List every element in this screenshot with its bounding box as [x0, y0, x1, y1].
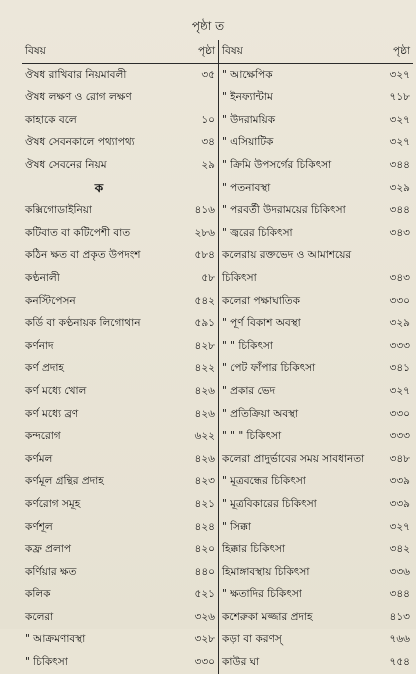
index-row [22, 425, 413, 448]
right-page-number: ৩২৯ [389, 181, 410, 194]
right-topic: " পরবর্তী উদরাময়ের চিকিৎসা [222, 204, 346, 217]
index-body [22, 63, 413, 674]
right-page-number: ৩৪৪ [389, 204, 410, 217]
left-topic: কঠিন ক্ষত বা প্রকৃত উপদংশ [25, 249, 141, 262]
left-topic: কনস্টিপেসন [25, 294, 76, 307]
left-page-number: ৩৪ [176, 131, 219, 154]
left-topic: কলেরা [25, 610, 54, 623]
index-row [22, 470, 413, 493]
left-topic: কর্ণ মধ্যে ব্রণ [25, 407, 79, 420]
right-page-number: ৩২৯ [389, 317, 410, 330]
right-page-number: ৩৩৩ [389, 430, 410, 443]
left-topic: কফ্র প্রলাপ [25, 543, 71, 556]
left-topic: কর্ডি বা কণ্ঠনায়ক লিগোথান [25, 317, 141, 330]
right-topic: কাউর ঘা [222, 656, 260, 669]
right-topic: " জ্বরের চিকিৎসা [222, 226, 293, 239]
right-page-number: ৭৬৬ [389, 633, 410, 646]
right-page-number: ৪১৩ [389, 610, 410, 623]
index-row [22, 290, 413, 313]
right-topic: হিক্কার চিকিৎসা [222, 543, 286, 556]
right-topic: " " " চিকিৎসা [222, 430, 282, 443]
left-topic: কণ্ঠনালী [25, 271, 60, 284]
index-row [22, 86, 413, 109]
index-row [22, 606, 413, 629]
left-page-number: ৪২২ [176, 357, 219, 380]
index-row [22, 403, 413, 426]
index-row [22, 561, 413, 584]
right-page-number: ৩৪২ [389, 543, 410, 556]
right-topic: চিকিৎসা [222, 271, 257, 284]
index-row [22, 222, 413, 245]
right-topic: হিমাঙ্গাবস্থায় চিকিৎসা [222, 565, 310, 578]
left-page-number: ৩২৬ [176, 606, 219, 629]
right-topic: " প্রকার ভেদ [222, 384, 276, 397]
left-page-number: ৪২৪ [176, 515, 219, 538]
right-page-number: ৭৫৪ [389, 656, 410, 669]
left-page-number: ১০ [176, 109, 219, 132]
left-page-number: ৫৮৪ [176, 244, 219, 267]
right-page-number: ৩৪৩ [389, 271, 410, 284]
right-page-number: ৩৩০ [389, 407, 410, 420]
left-topic: কটিবাত বা কটিপেশী বাত [25, 226, 131, 239]
left-topic: কন্দরোগ [25, 430, 61, 443]
right-topic: " প্রতিক্রিয়া অবস্থা [222, 407, 299, 420]
right-page-number: ৩৪৩ [389, 226, 410, 239]
right-page-number: ৩২৭ [389, 520, 410, 533]
left-page-number [176, 86, 219, 109]
left-topic: কর্ণমূল গ্রন্থির প্রদাহ [25, 475, 104, 488]
left-page-number: ৪২৬ [176, 403, 219, 426]
right-page-number: ৩২৭ [389, 384, 410, 397]
right-topic: কলেরা প্রাদুর্ভাবের সময় সাবধানতা [222, 452, 365, 465]
index-row [22, 357, 413, 380]
left-topic: ঔষধ রাখিবার নিয়মাবলী [25, 68, 127, 81]
left-topic: ক [94, 180, 104, 195]
right-topic: কলেরায় রক্তভেদ ও আমাশয়ের [222, 249, 352, 262]
index-row [22, 335, 413, 358]
right-page-number: ৩৩৬ [389, 565, 410, 578]
right-page-number: ৩৩৯ [389, 497, 410, 510]
right-page-number: ৩৪৪ [389, 588, 410, 601]
right-topic: " ইনফ্যান্টাম [222, 91, 273, 104]
left-topic: কর্ণ প্রদাহ [25, 362, 64, 375]
left-topic: কর্ণনাদ [25, 339, 54, 352]
right-topic: " ক্রিমি উপসর্গের চিকিৎসা [222, 159, 332, 172]
right-topic: " পেট ফাঁপার চিকিৎসা [222, 362, 316, 375]
right-topic: " আক্ষেপিক [222, 68, 273, 81]
right-page-number: ৭১৮ [389, 91, 410, 104]
right-page-number: ৩৩৩ [389, 339, 410, 352]
right-page-number: ৩৩৯ [389, 475, 410, 488]
left-page-number: ২৯ [176, 154, 219, 177]
right-topic: কলেরা পক্ষাঘাতিক [222, 294, 300, 307]
right-topic: " পতনাবস্থা [222, 181, 271, 194]
left-topic: ঔষধ লক্ষণ ও রোগ লক্ষণ [25, 91, 132, 104]
index-row [22, 199, 413, 222]
left-page-number: ৪১৬ [176, 199, 219, 222]
left-page-number: ৫৪২ [176, 290, 219, 313]
index-row [22, 515, 413, 538]
left-topic: ঔষধ সেবনকালে পথ্যাপথ্য [25, 136, 135, 149]
right-topic: কশেরুকা মজ্জার প্রদাহ [222, 610, 313, 623]
right-topic: " এসিয়াটিক [222, 136, 274, 149]
left-page-number: ৪২৮ [176, 335, 219, 358]
index-row [22, 651, 413, 674]
left-page-number [176, 177, 219, 200]
left-topic: কর্ণমল [25, 452, 53, 465]
right-topic: কড়া বা করণস্ [222, 633, 282, 646]
left-page-number: ৩৫ [176, 63, 219, 86]
right-page-number: ৩২৭ [389, 136, 410, 149]
left-topic: কর্ণশূল [25, 520, 53, 533]
left-page-number: ৫৮ [176, 267, 219, 290]
left-page-number: ৫২১ [176, 583, 219, 606]
page-title: পৃষ্ঠা ত [191, 19, 225, 33]
right-topic: " ক্ষতাদির চিকিৎসা [222, 588, 302, 601]
left-page-number: ৪২৩ [176, 470, 219, 493]
right-topic: " সিক্কা [222, 520, 251, 533]
right-page-number [371, 244, 413, 267]
left-page-number: ৪২৬ [176, 448, 219, 471]
right-page-number: ৩২৭ [389, 113, 410, 126]
left-topic: কর্ণ মধ্যে খোল [25, 384, 87, 397]
index-row [22, 380, 413, 403]
left-topic: ঔষধ সেবনের নিয়ম [25, 159, 107, 172]
index-row [22, 63, 413, 86]
right-page-number: ৩৪৮ [389, 452, 410, 465]
index-row [22, 628, 413, 651]
left-page-number: ৩২৮ [176, 628, 219, 651]
right-topic: " মূত্রবিকারের চিকিৎসা [222, 497, 317, 510]
left-page-number: ৪৪০ [176, 561, 219, 584]
left-topic: কর্ণিয়ার ক্ষত [25, 565, 77, 578]
index-row [22, 493, 413, 516]
header-row [22, 40, 413, 63]
right-page-number: ৩২৭ [389, 68, 410, 81]
index-table [22, 40, 413, 674]
right-topic: " মূত্রবন্ধের চিকিৎসা [222, 475, 306, 488]
left-page-header: পৃষ্ঠা [176, 40, 219, 63]
index-row [22, 177, 413, 200]
left-page-number: ২৮৬ [176, 222, 219, 245]
right-page-header: পৃষ্ঠা [371, 40, 413, 63]
right-topic: " " চিকিৎসা [222, 339, 273, 352]
right-topic: " পূর্ণ বিকাশ অবস্থা [222, 317, 301, 330]
left-topic: " আক্রমণাবস্থা [25, 633, 86, 646]
left-page-number: ৬২২ [176, 425, 219, 448]
index-row [22, 538, 413, 561]
left-topic: কক্সিগোডাইনিয়া [25, 204, 92, 217]
left-page-number: ৪২৬ [176, 380, 219, 403]
index-row [22, 109, 413, 132]
left-page-number: ৩৩০ [176, 651, 219, 674]
left-topic: " চিকিৎসা [25, 656, 68, 669]
index-row [22, 583, 413, 606]
index-row [22, 312, 413, 335]
left-page-number: ৪২১ [176, 493, 219, 516]
left-page-number: ৫৯১ [176, 312, 219, 335]
right-topic-header: বিষয় [219, 40, 372, 63]
left-topic: কাহাকে বলে [25, 113, 77, 126]
right-page-number: ৩৪৪ [389, 159, 410, 172]
index-row [22, 154, 413, 177]
right-topic: " উদরাময়িক [222, 113, 276, 126]
right-page-number: ৩৪১ [389, 362, 410, 375]
left-topic: কলিক [25, 588, 51, 601]
left-page-number: ৪২০ [176, 538, 219, 561]
index-row [22, 244, 413, 267]
index-row [22, 448, 413, 471]
left-topic: কর্ণরোগ সমূহ [25, 497, 81, 510]
index-row [22, 267, 413, 290]
left-topic-header: বিষয় [22, 40, 176, 63]
index-row [22, 131, 413, 154]
right-page-number: ৩৩০ [389, 294, 410, 307]
